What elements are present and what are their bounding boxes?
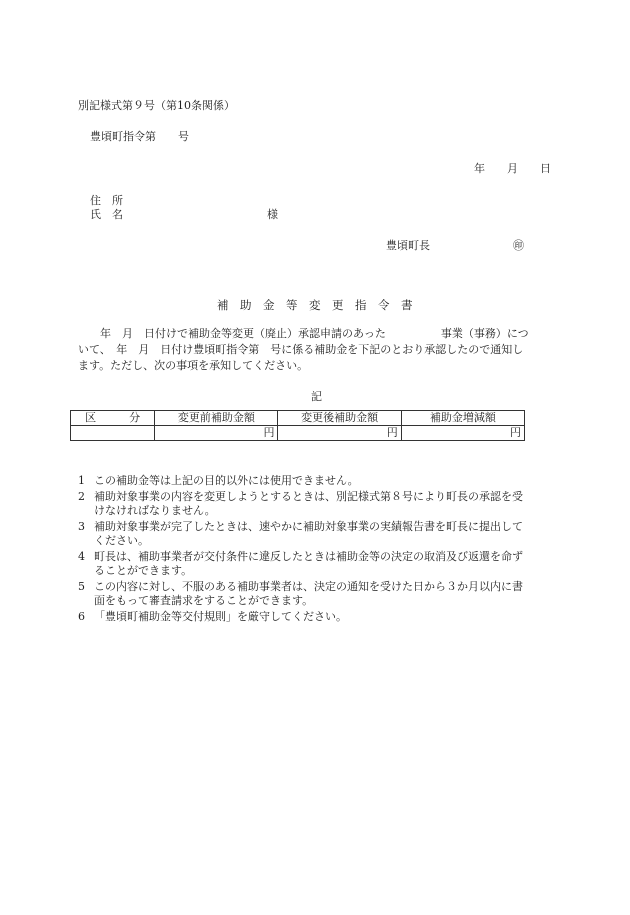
document-number: 豊頃町指令第 号	[90, 130, 189, 143]
honorific: 様	[267, 208, 278, 221]
table-header-row	[71, 411, 525, 426]
address-label: 住 所	[90, 194, 123, 207]
header-after-amount: 変更後補助金額	[278, 411, 401, 426]
header-before-amount: 変更前補助金額	[155, 411, 278, 426]
cell-after-amount: 円	[278, 426, 401, 441]
table-row	[71, 426, 525, 441]
cell-before-amount: 円	[155, 426, 278, 441]
note-text: この内容に対し、不服のある補助事業者は、決定の通知を受けた日から３か月以内に書	[94, 579, 523, 593]
note-text: 補助対象事業の内容を変更しようとするときは、別記様式第８号により町長の承認を受	[94, 489, 523, 503]
header-category: 区 分	[71, 411, 155, 426]
note-number: 1	[78, 474, 85, 487]
note-text: 「豊頃町補助金等交付規則」を厳守してください。	[94, 609, 347, 623]
note-text: この補助金等は上記の目的以外には使用できません。	[94, 474, 359, 487]
body-line: 年 月 日付けで補助金等変更（廃止）承認申請のあった 事業（事務）につ	[78, 327, 529, 340]
note-text: 町長は、補助事業者が交付条件に違反したときは補助金等の決定の取消及び返還を命ず	[94, 549, 523, 563]
note-number: 3	[78, 519, 85, 533]
name-label: 氏 名	[90, 208, 123, 221]
document-title: 補 助 金 等 変 更 指 令 書	[217, 298, 413, 312]
note-item	[78, 550, 558, 579]
issuer-name: 豊頃町長	[386, 239, 430, 252]
notes-list	[78, 474, 558, 625]
body-paragraph	[78, 326, 556, 374]
cell-category	[71, 426, 155, 441]
note-number: 4	[78, 549, 85, 563]
note-number: 5	[78, 579, 85, 593]
note-item	[78, 580, 558, 609]
note-text: けなければなりません。	[94, 504, 216, 517]
note-item	[78, 490, 558, 519]
body-line: ます。ただし、次の事項を承知してください。	[78, 359, 309, 372]
note-number: 2	[78, 489, 85, 503]
seal-mark: ㊞	[513, 239, 524, 252]
note-item	[78, 610, 558, 625]
note-item	[78, 520, 558, 549]
cell-change-amount: 円	[401, 426, 524, 441]
note-item	[78, 474, 558, 489]
form-label: 別記様式第９号（第10条関係）	[78, 99, 235, 112]
note-text: 補助対象事業が完了したときは、速やかに補助対象事業の実績報告書を町長に提出して	[94, 519, 523, 533]
ki-heading: 記	[311, 390, 322, 403]
note-text: ください。	[94, 534, 149, 547]
note-text: ることができます。	[94, 564, 193, 577]
issue-date: 年 月 日	[474, 162, 551, 175]
note-text: 面をもって審査請求をすることができます。	[94, 594, 314, 607]
amount-table	[70, 410, 525, 441]
header-change-amount: 補助金増減額	[401, 411, 524, 426]
note-number: 6	[78, 609, 85, 623]
body-line: いて、 年 月 日付け豊頃町指令第 号に係る補助金を下記のとおり承認したので通知し	[78, 343, 524, 356]
